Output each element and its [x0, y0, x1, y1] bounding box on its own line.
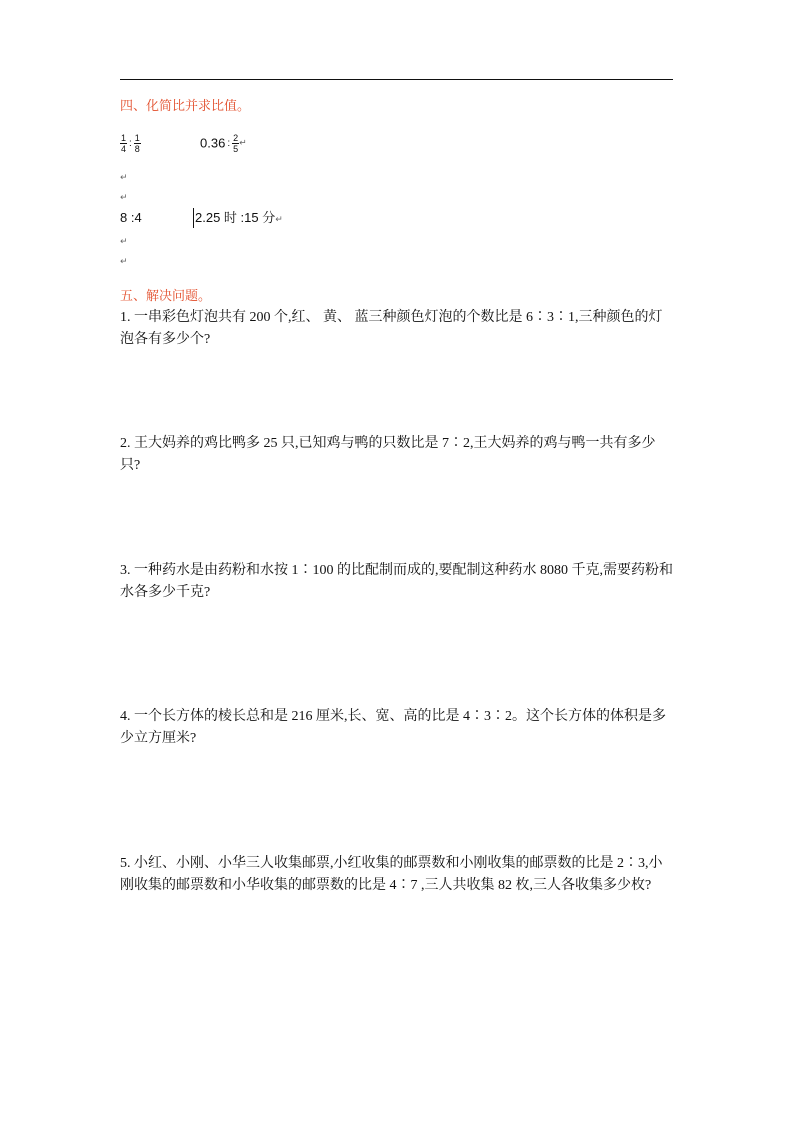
paragraph-mark: ↵: [120, 193, 128, 203]
fraction-numerator: 1: [134, 133, 140, 143]
word-problem-3: [120, 560, 680, 604]
section-heading-solve-problems: 五、解决问题。: [120, 289, 212, 304]
exercise-decimal-fraction-ratio: [200, 133, 247, 154]
fraction-one-quarter: [120, 133, 127, 154]
problem-line: 水各多少千克?: [120, 585, 211, 600]
fraction-denominator: 5: [233, 144, 239, 154]
problem-line: 只?: [120, 458, 141, 473]
problem-line: 3. 一种药水是由药粉和水按 1∶100 的比配制而成的,要配制这种药水 8080 千克,需要药粉和: [120, 563, 673, 578]
fraction-denominator: 8: [134, 144, 140, 154]
text-cursor: [193, 208, 194, 228]
exercise-integer-ratio: 8 :4: [120, 210, 142, 225]
paragraph-mark: ↵: [120, 237, 128, 247]
decimal-value: 0.36: [200, 135, 226, 151]
exercise-fraction-ratio: [120, 133, 141, 154]
ratio-separator: :: [129, 137, 132, 149]
problem-line: 泡各有多少个?: [120, 332, 211, 347]
problem-line: 2. 王大妈养的鸡比鸭多 25 只,已知鸡与鸭的只数比是 7∶2,王大妈养的鸡与鸭一共有多少: [120, 436, 656, 451]
section-heading-simplify-ratio: 四、化简比并求比值。: [120, 99, 251, 114]
problem-line: 1. 一串彩色灯泡共有 200 个,红、 黄、 蓝三种颜色灯泡的个数比是 6∶3∶1,三种颜色的灯: [120, 310, 663, 325]
word-problem-1: [120, 307, 680, 351]
time-ratio-text: 2.25 时 :15 分: [195, 210, 276, 225]
ratio-separator: :: [227, 137, 231, 149]
problem-line: 4. 一个长方体的棱长总和是 216 厘米,长、宽、高的比是 4∶3∶2。这个长方体的体积是多: [120, 709, 666, 724]
paragraph-mark: ↵: [239, 138, 247, 149]
problem-line: 5. 小红、小刚、小华三人收集邮票,小红收集的邮票数和小刚收集的邮票数的比是 2∶3,小: [120, 856, 663, 871]
problem-line: 少立方厘米?: [120, 731, 197, 746]
header-rule: [120, 79, 673, 80]
fraction-numerator: 2: [233, 133, 239, 143]
fraction-one-eighth: [134, 133, 141, 154]
paragraph-mark: ↵: [275, 215, 283, 225]
word-problem-2: [120, 433, 680, 477]
word-problem-5: [120, 853, 680, 897]
problem-line: 刚收集的邮票数和小华收集的邮票数的比是 4∶7 ,三人共收集 82 枚,三人各收集多少枚?: [120, 878, 652, 893]
exercise-time-ratio: [195, 210, 283, 228]
paragraph-mark: ↵: [120, 257, 128, 267]
fraction-denominator: 4: [121, 144, 127, 154]
paragraph-mark: ↵: [120, 173, 128, 183]
word-problem-4: [120, 706, 680, 750]
fraction-numerator: 1: [121, 133, 127, 143]
